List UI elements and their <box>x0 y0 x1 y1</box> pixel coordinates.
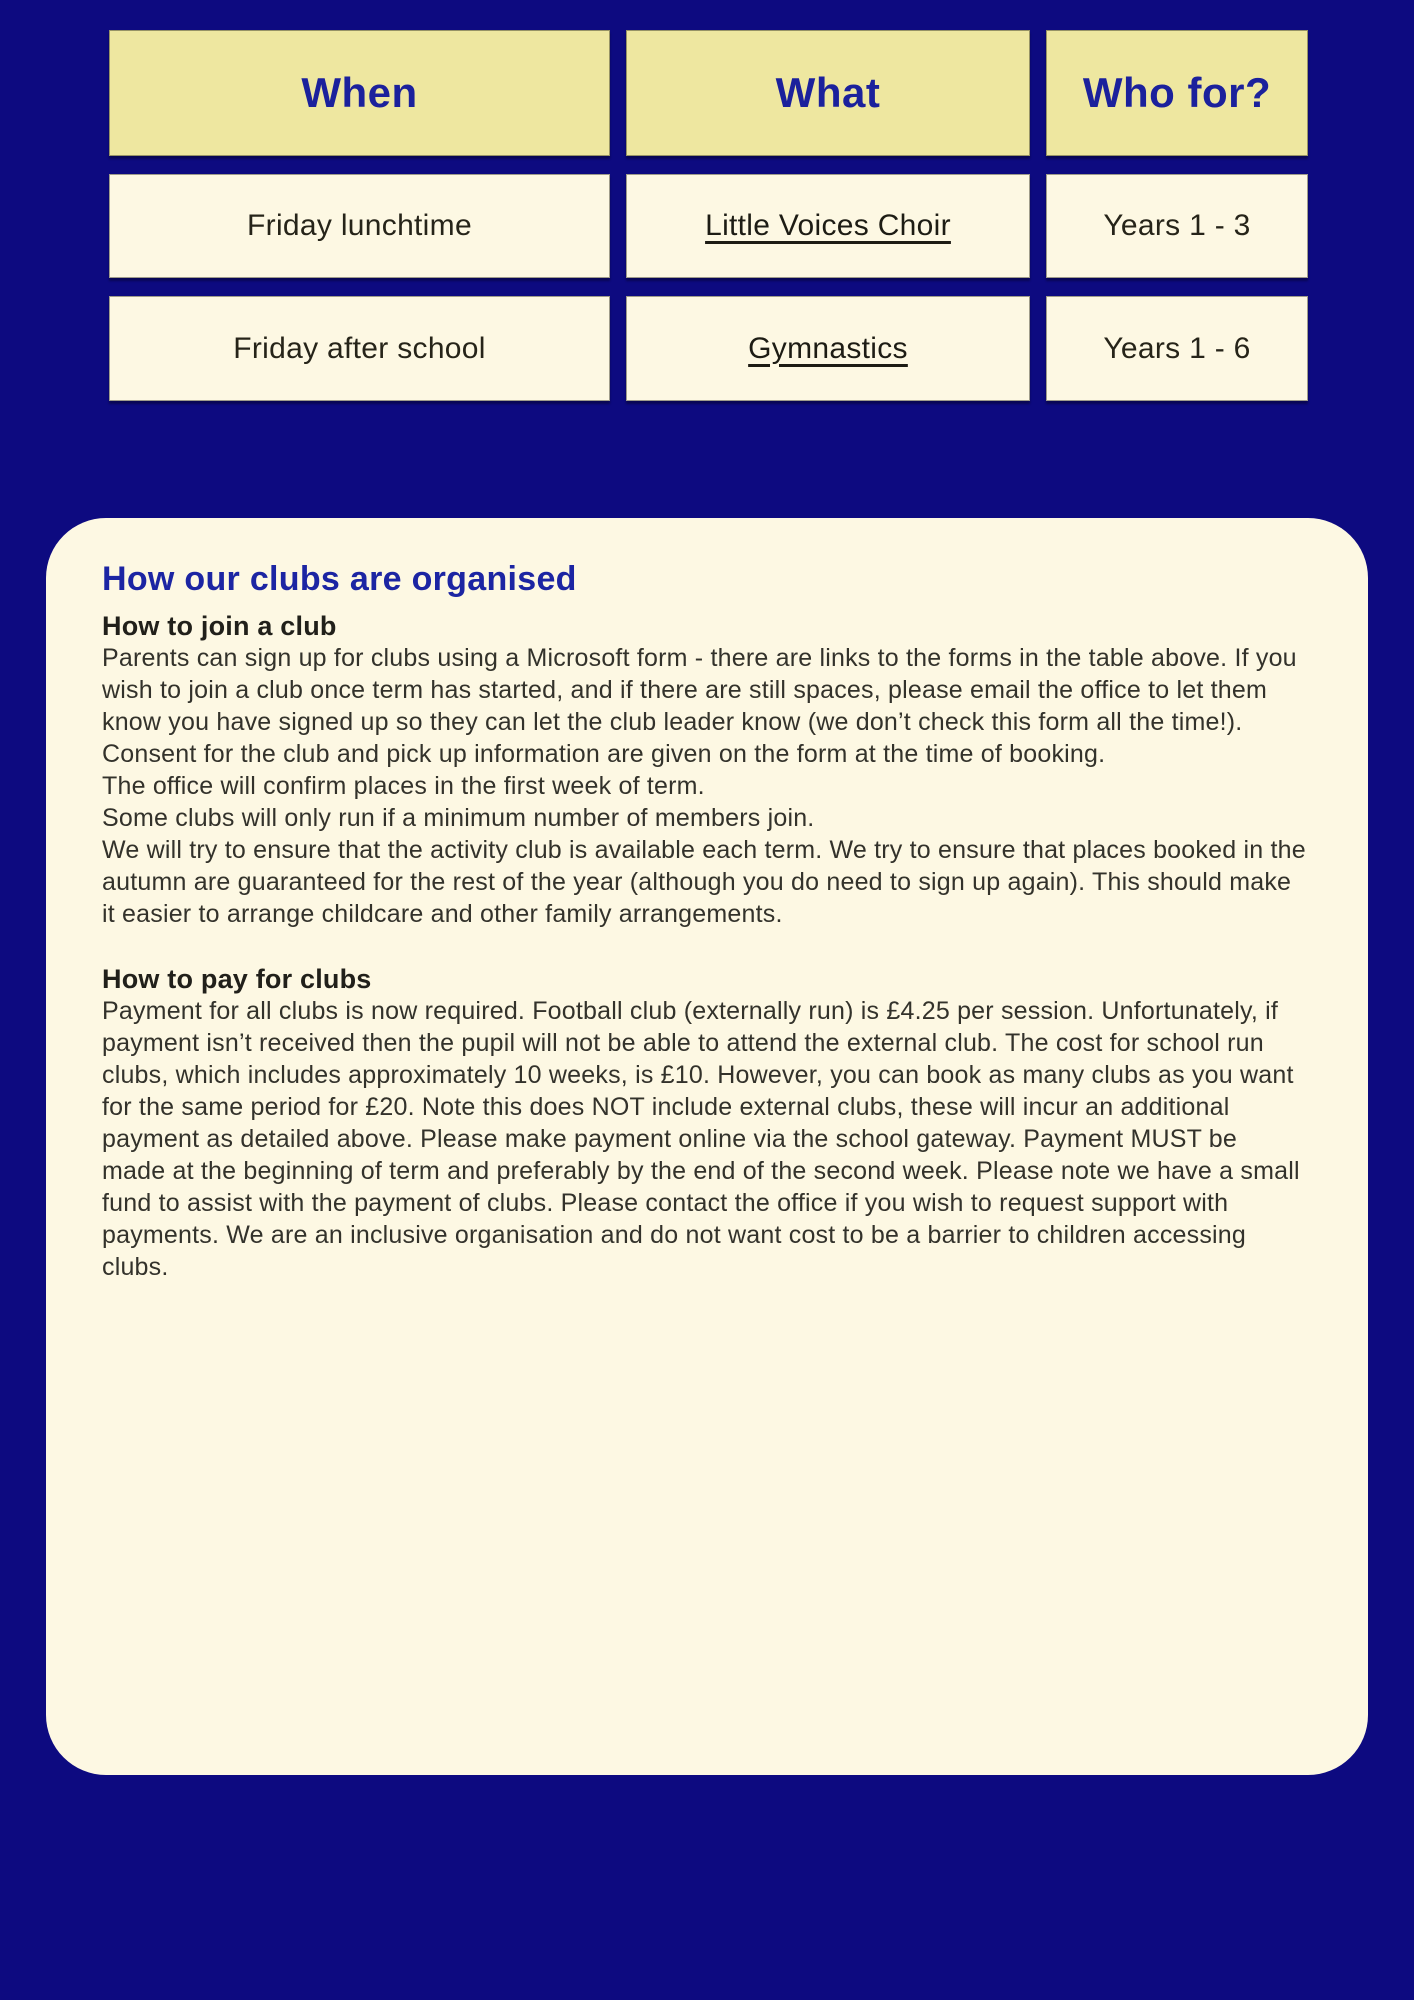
header-label-who-for: Who for? <box>1082 69 1272 116</box>
join-paragraph-3: The office will confirm places in the first week of term. <box>102 772 705 800</box>
header-label-what: What <box>775 69 881 116</box>
row1-who-text: Years 1 - 3 <box>1103 209 1251 242</box>
cell-row2-what <box>626 296 1030 401</box>
join-paragraph-1: Parents can sign up for clubs using a Microsoft form - there are links to the forms in the table above. If you wish to join a club once term has started, and if there are still spaces, please email the office to let them know you have signed up so they can let the club leader know (we don’t check this form all the time!). <box>102 644 1297 736</box>
join-paragraph-5: We will try to ensure that the activity club is available each term. We try to ensure that places booked in the autumn are guaranteed for the rest of the year (although you do need to sign up again). This should make it easier to arrange childcare and other family arrangements. <box>102 836 1306 928</box>
row1-when-text: Friday lunchtime <box>247 209 472 242</box>
cell-row2-when <box>109 296 610 401</box>
clubs-table <box>109 30 1308 401</box>
cell-row1-what <box>626 174 1030 278</box>
pay-clubs-heading: How to pay for clubs <box>102 964 372 994</box>
info-card <box>46 518 1368 1775</box>
header-label-when: When <box>301 69 418 116</box>
pay-paragraph-1: Payment for all clubs is now required. Football club (externally run) is £4.25 per session. Unfortunately, if payment isn’t received then the pupil will not be able to attend the external club. The cost for school run clubs, which includes approximately 10 weeks, is £10. However, you can book as many clubs as you want for the same period for £20. Note this does NOT include external clubs, these will incur an additional payment as detailed above. Please make payment online via the school gateway. Payment MUST be made at the beginning of term and preferably by the end of the second week. Please note we have a small fund to assist with the payment of clubs. Please contact the office if you wish to request support with payments. We are an inclusive organisation and do not want cost to be a barrier to children accessing clubs. <box>102 997 1300 1281</box>
join-paragraph-2: Consent for the club and pick up information are given on the form at the time of booking. <box>102 740 1106 768</box>
header-cell-when <box>109 30 610 156</box>
header-cell-what <box>626 30 1030 156</box>
card-title: How our clubs are organised <box>102 560 577 598</box>
join-paragraph-4: Some clubs will only run if a minimum number of members join. <box>102 804 815 832</box>
cell-row1-when <box>109 174 610 278</box>
cell-row2-who <box>1046 296 1308 401</box>
gymnastics-link[interactable]: Gymnastics <box>748 331 908 365</box>
cell-row1-who <box>1046 174 1308 278</box>
little-voices-choir-link[interactable]: Little Voices Choir <box>705 209 951 242</box>
header-cell-who-for <box>1046 30 1308 156</box>
join-club-heading: How to join a club <box>102 611 337 641</box>
row2-when-text: Friday after school <box>233 331 486 365</box>
row2-who-text: Years 1 - 6 <box>1103 331 1251 365</box>
